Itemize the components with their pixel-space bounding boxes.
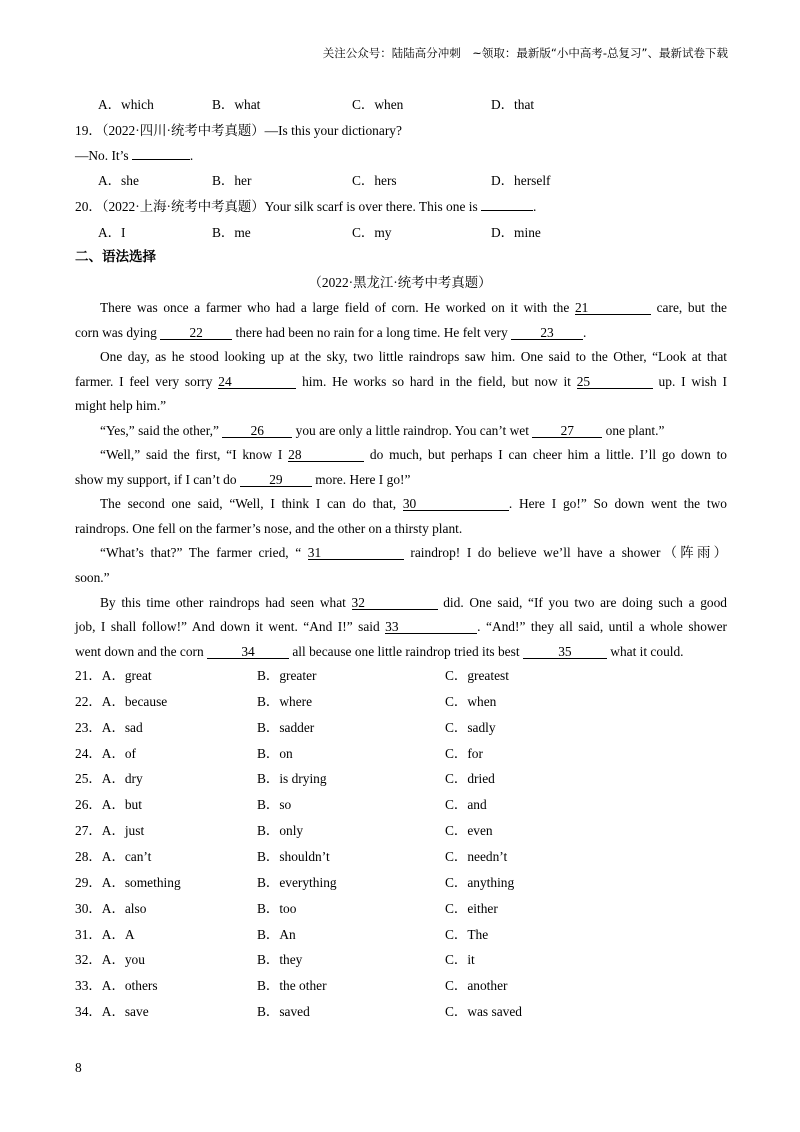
q18-option-b: B．what bbox=[212, 97, 261, 112]
passage-line: raindrops. One fell on the farmer’s nose, and the other on a thirsty plant. bbox=[75, 521, 463, 536]
q20-blank bbox=[481, 210, 533, 211]
answer-row bbox=[75, 902, 735, 918]
answer-option: C．even bbox=[445, 823, 493, 839]
answer-option: B．An bbox=[257, 926, 296, 942]
q18-option-a: A．which bbox=[98, 97, 154, 112]
answer-option: 26．A．but bbox=[75, 797, 142, 813]
answer-option: B．so bbox=[257, 797, 292, 813]
q19-blank bbox=[132, 159, 190, 160]
passage-text: did. One said, “If you two are doing such a good bbox=[437, 595, 727, 610]
passage-text: “Well,” said the first, “I know I bbox=[100, 447, 289, 462]
passage-line bbox=[75, 620, 727, 634]
answer-option: B．sadder bbox=[257, 719, 315, 735]
blank-32: 32 bbox=[352, 596, 438, 610]
q19-option-c: C．hers bbox=[352, 173, 397, 188]
answer-option: 25．A．dry bbox=[75, 771, 143, 787]
passage-source: （2022·黑龙江·统考中考真题） bbox=[308, 275, 492, 290]
blank-26: 26 bbox=[222, 424, 292, 438]
answer-option: C．and bbox=[445, 797, 487, 813]
passage-text: There was once a farmer who had a large field of corn. He worked on it with the bbox=[100, 300, 575, 315]
answer-option: C．greatest bbox=[445, 668, 509, 683]
blank-35: 35 bbox=[523, 645, 607, 659]
blank-22: 22 bbox=[160, 326, 232, 340]
answer-option: 29．A．something bbox=[75, 874, 181, 890]
answer-row bbox=[75, 721, 735, 737]
q20-option-a: A．I bbox=[98, 225, 126, 240]
answer-option: C．The bbox=[445, 926, 489, 942]
q18-options bbox=[98, 98, 738, 114]
blank-27: 27 bbox=[532, 424, 602, 438]
passage-text: show my support, if I can’t do bbox=[75, 472, 240, 487]
q19-option-d: D．herself bbox=[491, 173, 551, 188]
answer-row bbox=[75, 979, 735, 995]
passage-text: job, I shall follow!” And down it went. “And I!” said bbox=[75, 619, 386, 634]
answer-option: C．anything bbox=[445, 874, 515, 890]
answer-row bbox=[75, 876, 735, 892]
answer-row bbox=[75, 669, 735, 685]
blank-31: 31 bbox=[308, 546, 404, 560]
q19-option-a: A．she bbox=[98, 173, 139, 188]
q20-stem-after: . bbox=[533, 199, 537, 214]
answer-option: 32．A．you bbox=[75, 952, 145, 968]
q20-stem bbox=[75, 200, 536, 213]
answer-option: 34．A．save bbox=[75, 1004, 149, 1020]
passage-text: . Here I go!” So down went the two bbox=[508, 496, 727, 511]
passage-line bbox=[75, 497, 727, 511]
passage-line bbox=[75, 473, 727, 487]
blank-34: 34 bbox=[207, 645, 289, 659]
blank-21: 21 bbox=[575, 301, 651, 315]
passage-text: one plant.” bbox=[602, 423, 665, 438]
passage-line bbox=[75, 596, 727, 610]
answer-option: B．too bbox=[257, 900, 297, 916]
passage-line: One day, as he stood looking up at the sky, two little raindrops saw him. One said to the Other, “Look at that bbox=[100, 349, 727, 364]
blank-33: 33 bbox=[385, 620, 477, 634]
q19-options bbox=[98, 174, 738, 190]
q20-option-b: B．me bbox=[212, 225, 251, 240]
passage-line bbox=[75, 546, 727, 560]
passage-text: The second one said, “Well, I think I can do that, bbox=[100, 496, 403, 511]
q20-option-d: D．mine bbox=[491, 225, 541, 240]
passage-line bbox=[75, 424, 727, 438]
passage-text: all because one little raindrop tried its best bbox=[289, 644, 523, 659]
answer-row bbox=[75, 928, 735, 944]
q20-options bbox=[98, 226, 738, 242]
passage-text: went down and the corn bbox=[75, 644, 208, 659]
blank-24: 24 bbox=[218, 375, 296, 389]
passage-text: you are only a little raindrop. You can’t wet bbox=[292, 423, 533, 438]
answer-row bbox=[75, 772, 735, 788]
passage-text: him. He works so hard in the field, but now it bbox=[296, 374, 577, 389]
q18-option-d: D．that bbox=[491, 97, 535, 112]
answer-option: 23．A．sad bbox=[75, 719, 143, 735]
q19-line2-before: —No. It’s bbox=[75, 148, 132, 163]
passage-line: soon.” bbox=[75, 570, 110, 585]
blank-28: 28 bbox=[288, 448, 364, 462]
answer-option: B．the other bbox=[257, 978, 327, 994]
answer-option: C．needn’t bbox=[445, 848, 508, 864]
answer-option: B．saved bbox=[257, 1004, 310, 1020]
passage-text: . “And!” they all said, until a whole shower bbox=[477, 619, 727, 634]
blank-29: 29 bbox=[240, 473, 312, 487]
passage-text: . bbox=[583, 325, 587, 340]
passage-text: there had been no rain for a long time. He felt very bbox=[232, 325, 512, 340]
passage-line bbox=[75, 326, 727, 340]
q19-line2 bbox=[75, 149, 193, 162]
answer-option: C．when bbox=[445, 693, 497, 709]
passage-line bbox=[75, 645, 727, 659]
answer-option: 27．A．just bbox=[75, 823, 145, 839]
answer-option: C．sadly bbox=[445, 719, 496, 735]
answer-option: 28．A．can’t bbox=[75, 848, 152, 864]
answer-option: B．is drying bbox=[257, 771, 327, 787]
answer-option: C．another bbox=[445, 978, 508, 994]
page-number: 8 bbox=[75, 1060, 82, 1075]
passage-text: raindrop! I do believe we’ll have a shower（阵雨） bbox=[403, 545, 727, 560]
answer-option: B．only bbox=[257, 823, 304, 839]
passage-text: corn was dying bbox=[75, 325, 161, 340]
answer-option: C．dried bbox=[445, 771, 495, 787]
answer-row bbox=[75, 695, 735, 711]
answer-option: C．either bbox=[445, 900, 498, 916]
answer-option: B．greater bbox=[257, 668, 317, 683]
passage-text: care, but the bbox=[650, 300, 728, 315]
answer-row bbox=[75, 798, 735, 814]
page-header: 关注公众号：陆陆高分冲刺 ~领取：最新版“小中高考-总复习”、最新试卷下载 bbox=[322, 46, 728, 60]
answer-row bbox=[75, 850, 735, 866]
passage-line bbox=[75, 375, 727, 389]
answer-row bbox=[75, 1005, 735, 1021]
answer-option: 31．A．A bbox=[75, 926, 135, 942]
answer-option: 33．A．others bbox=[75, 978, 158, 994]
answer-row bbox=[75, 824, 735, 840]
passage-text: do much, but perhaps I can cheer him a little. I’ll go down to bbox=[364, 447, 727, 462]
passage-text: “Yes,” said the other,” bbox=[100, 423, 223, 438]
answer-option: B．where bbox=[257, 693, 313, 709]
passage-text: “What’s that?” The farmer cried, “ bbox=[100, 545, 308, 560]
answer-option: 30．A．also bbox=[75, 900, 147, 916]
passage-text: By this time other raindrops had seen what bbox=[100, 595, 352, 610]
answer-option: C．it bbox=[445, 952, 475, 968]
passage-text: more. Here I go!” bbox=[311, 472, 411, 487]
passage-line bbox=[75, 301, 727, 315]
answer-option: 22．A．because bbox=[75, 693, 168, 709]
answer-option: B．they bbox=[257, 952, 303, 968]
section-title: 二、语法选择 bbox=[75, 249, 156, 265]
answer-option: B．on bbox=[257, 745, 293, 761]
answer-row bbox=[75, 747, 735, 763]
blank-25: 25 bbox=[577, 375, 653, 389]
answer-row bbox=[75, 953, 735, 969]
q19-line2-after: . bbox=[189, 148, 194, 163]
passage-text: farmer. I feel very sorry bbox=[75, 374, 219, 389]
answer-option: 21．A．great bbox=[75, 668, 152, 683]
passage-line bbox=[75, 448, 727, 462]
answer-option: B．everything bbox=[257, 874, 337, 890]
q20-stem-before: 20．（2022·上海·统考中考真题）Your silk scarf is over there. This one is bbox=[75, 199, 482, 214]
blank-30: 30 bbox=[403, 497, 509, 511]
q20-option-c: C．my bbox=[352, 225, 392, 240]
passage-text: up. I wish I bbox=[652, 374, 727, 389]
answer-option: C．for bbox=[445, 745, 483, 761]
passage-text: what it could. bbox=[606, 644, 684, 659]
q19-option-b: B．her bbox=[212, 173, 252, 188]
answer-option: B．shouldn’t bbox=[257, 848, 330, 864]
answer-option: 24．A．of bbox=[75, 745, 136, 761]
q19-stem: 19．（2022·四川·统考中考真题）—Is this your dictionary? bbox=[75, 123, 402, 138]
passage-line: might help him.” bbox=[75, 398, 167, 413]
answer-option: C．was saved bbox=[445, 1004, 522, 1020]
blank-23: 23 bbox=[511, 326, 583, 340]
q18-option-c: C．when bbox=[352, 97, 404, 112]
